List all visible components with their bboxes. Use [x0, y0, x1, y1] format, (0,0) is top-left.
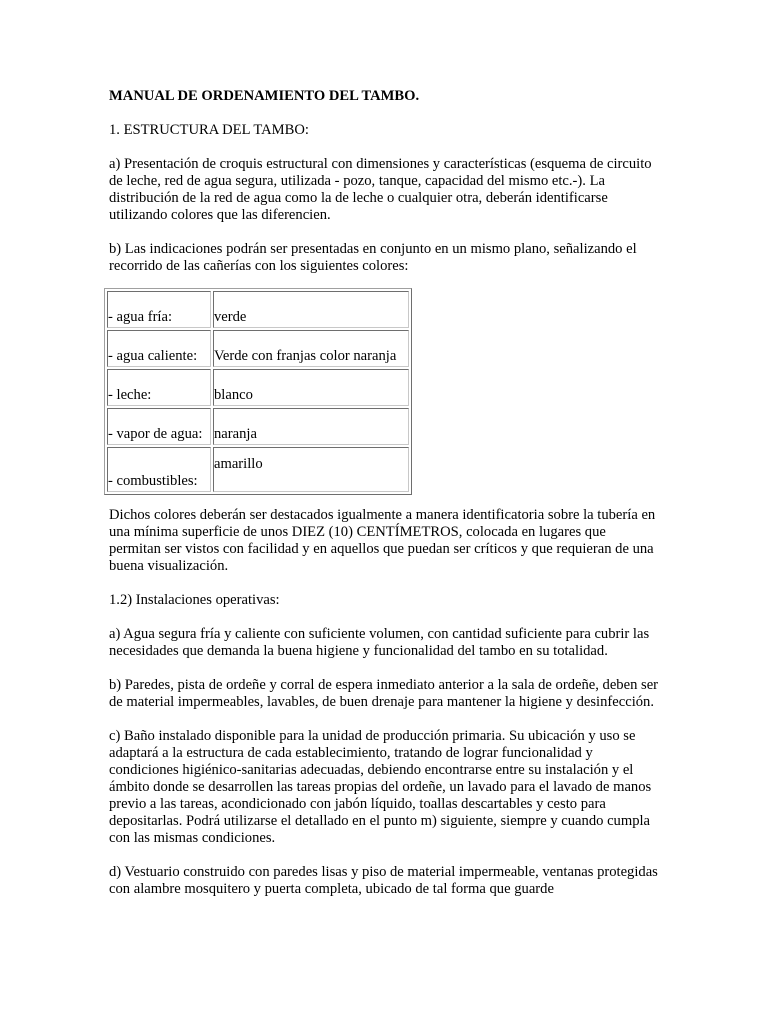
table-cell-item: - agua caliente: [107, 330, 211, 367]
table-cell-color: verde [213, 291, 409, 328]
table-cell-color: amarillo [213, 447, 409, 492]
operative-item-a: a) Agua segura fría y caliente con suficiente volumen, con cantidad suficiente para cubrir las necesidades que demanda la buena higiene y funcionalidad del tambo en su totalidad. [109, 626, 650, 659]
table-row [107, 408, 409, 445]
operative-item-b: b) Paredes, pista de ordeñe y corral de espera inmediato anterior a la sala de ordeñe, deben ser de material impermeables, lavables, de buen drenaje para mantener la higiene y desinfección. [109, 677, 659, 710]
section-1-2-heading: 1.2) Instalaciones operativas: [109, 592, 280, 608]
table-cell-item: - vapor de agua: [107, 408, 211, 445]
table-cell-item: - agua fría: [107, 291, 211, 328]
table-row [107, 291, 409, 328]
table-row [107, 447, 409, 492]
document-title: MANUAL DE ORDENAMIENTO DEL TAMBO. [109, 88, 420, 104]
table-row [107, 369, 409, 406]
table-cell-color: Verde con franjas color naranja [213, 330, 409, 367]
pipe-color-table [104, 288, 412, 495]
operative-item-c: c) Baño instalado disponible para la unidad de producción primaria. Su ubicación y uso se adaptará a la estructura de cada establecimiento, tratando de lograr funcionalidad y condiciones higiénico-sanitarias adecuadas, debiendo encontrarse entre su instalación y el ámbito donde se desarrollen las tareas propias del ordeñe, un lavado para el lavado de manos previo a las tareas, acondicionado con jabón líquido, toallas descartables y cesto para depositarlas. Podrá utilizarse el detallado en el punto m) siguiente, siempre y cuando cumpla con las mismas condiciones. [109, 728, 652, 846]
table-cell-color: blanco [213, 369, 409, 406]
section-1-heading: 1. ESTRUCTURA DEL TAMBO: [109, 122, 309, 138]
operative-item-d: d) Vestuario construido con paredes lisas y piso de material impermeable, ventanas protegidas con alambre mosquitero y puerta completa, ubicado de tal forma que guarde [109, 864, 658, 897]
paragraph-a: a) Presentación de croquis estructural con dimensiones y características (esquema de circuito de leche, red de agua segura, utilizada - pozo, tanque, capacidad del mismo etc.-). La distribución de la red de agua como la de leche o cualquier otra, deberán identificarse utilizando colores que las diferencien. [109, 156, 652, 223]
document-body-continued [109, 507, 661, 915]
table-cell-item: - leche: [107, 369, 211, 406]
table-row [107, 330, 409, 367]
paragraph-b: b) Las indicaciones podrán ser presentadas en conjunto en un mismo plano, señalizando el recorrido de las cañerías con los siguientes colores: [109, 241, 637, 274]
paragraph-colors: Dichos colores deberán ser destacados igualmente a manera identificatoria sobre la tubería en una mínima superficie de unos DIEZ (10) CENTÍMETROS, colocada en lugares que permitan ser vistos con facilidad y en aquellos que puedan ser críticos y que requieran de una buena visualización. [109, 507, 656, 574]
pipe-color-table-container [104, 288, 412, 495]
document-body [109, 88, 661, 292]
table-cell-color: naranja [213, 408, 409, 445]
table-cell-item: - combustibles: [107, 447, 211, 492]
